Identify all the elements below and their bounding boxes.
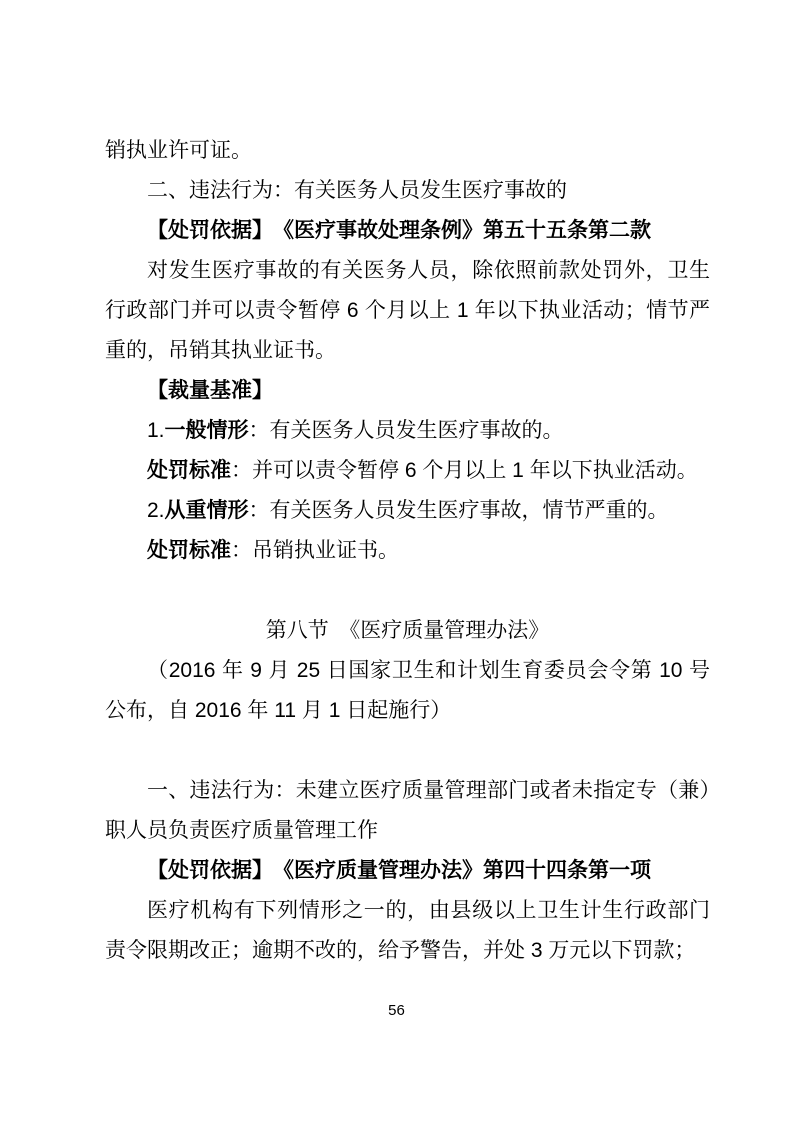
- blank-line: [105, 571, 710, 611]
- paragraph: [105, 251, 710, 371]
- paragraph: [105, 211, 710, 251]
- bold-text-run: 处罚标准: [147, 539, 231, 562]
- bold-text-run: 处罚标准: [147, 459, 231, 482]
- text-run: 二、违法行为：有关医务人员发生医疗事故的: [147, 179, 567, 202]
- text-run: 对发生医疗事故的有关医务人员，除依照前款处罚外，卫生行政部门并可以责令暂停 6 个月以上 1 年以下执业活动；情节严重的，吊销其执业证书。: [105, 259, 710, 362]
- text-run: 销执业许可证。: [105, 139, 252, 162]
- paragraph: [105, 131, 710, 171]
- paragraph: [105, 371, 710, 411]
- text-run: ：有关医务人员发生医疗事故，情节严重的。: [248, 499, 669, 522]
- bold-text-run: 【处罚依据】 《医疗质量管理办法》第四十四条第一项: [147, 859, 651, 882]
- text-run: 第八节 《医疗质量管理办法》: [265, 619, 550, 642]
- text-run: 医疗机构有下列情形之一的，由县级以上卫生计生行政部门责令限期改正；逾期不改的，给予警告，并处 3 万元以下罚款；: [105, 899, 710, 962]
- paragraph: [105, 851, 710, 891]
- page-footer: [0, 1002, 793, 1020]
- blank-line: [105, 731, 710, 771]
- bold-text-run: 一般情形: [164, 419, 249, 442]
- text-run: ：并可以责令暂停 6 个月以上 1 年以下执业活动。: [231, 459, 698, 482]
- paragraph: [105, 171, 710, 211]
- text-run: 一、违法行为：未建立医疗质量管理部门或者未指定专（兼）职人员负责医疗质量管理工作: [105, 779, 710, 842]
- bold-text-run: 【处罚依据】 《医疗事故处理条例》第五十五条第二款: [147, 219, 651, 242]
- paragraph: [105, 451, 710, 491]
- text-run: ：有关医务人员发生医疗事故的。: [248, 419, 564, 442]
- paragraph: [105, 491, 710, 531]
- text-run: 1.: [147, 419, 165, 442]
- paragraph: [105, 891, 710, 971]
- paragraph: [105, 771, 710, 851]
- paragraph: [105, 651, 710, 731]
- section-heading: [105, 611, 710, 651]
- bold-text-run: 【裁量基准】: [147, 379, 273, 402]
- page-number: 56: [388, 1002, 405, 1019]
- text-run: 2.: [147, 499, 165, 522]
- paragraph: [105, 531, 710, 571]
- text-run: ：吊销执业证书。: [231, 539, 399, 562]
- document-body: [105, 131, 710, 971]
- bold-text-run: 从重情形: [164, 499, 249, 522]
- text-run: （2016 年 9 月 25 日国家卫生和计划生育委员会令第 10 号公布，自 2016 年 11 月 1 日起施行）: [105, 659, 710, 722]
- paragraph: [105, 411, 710, 451]
